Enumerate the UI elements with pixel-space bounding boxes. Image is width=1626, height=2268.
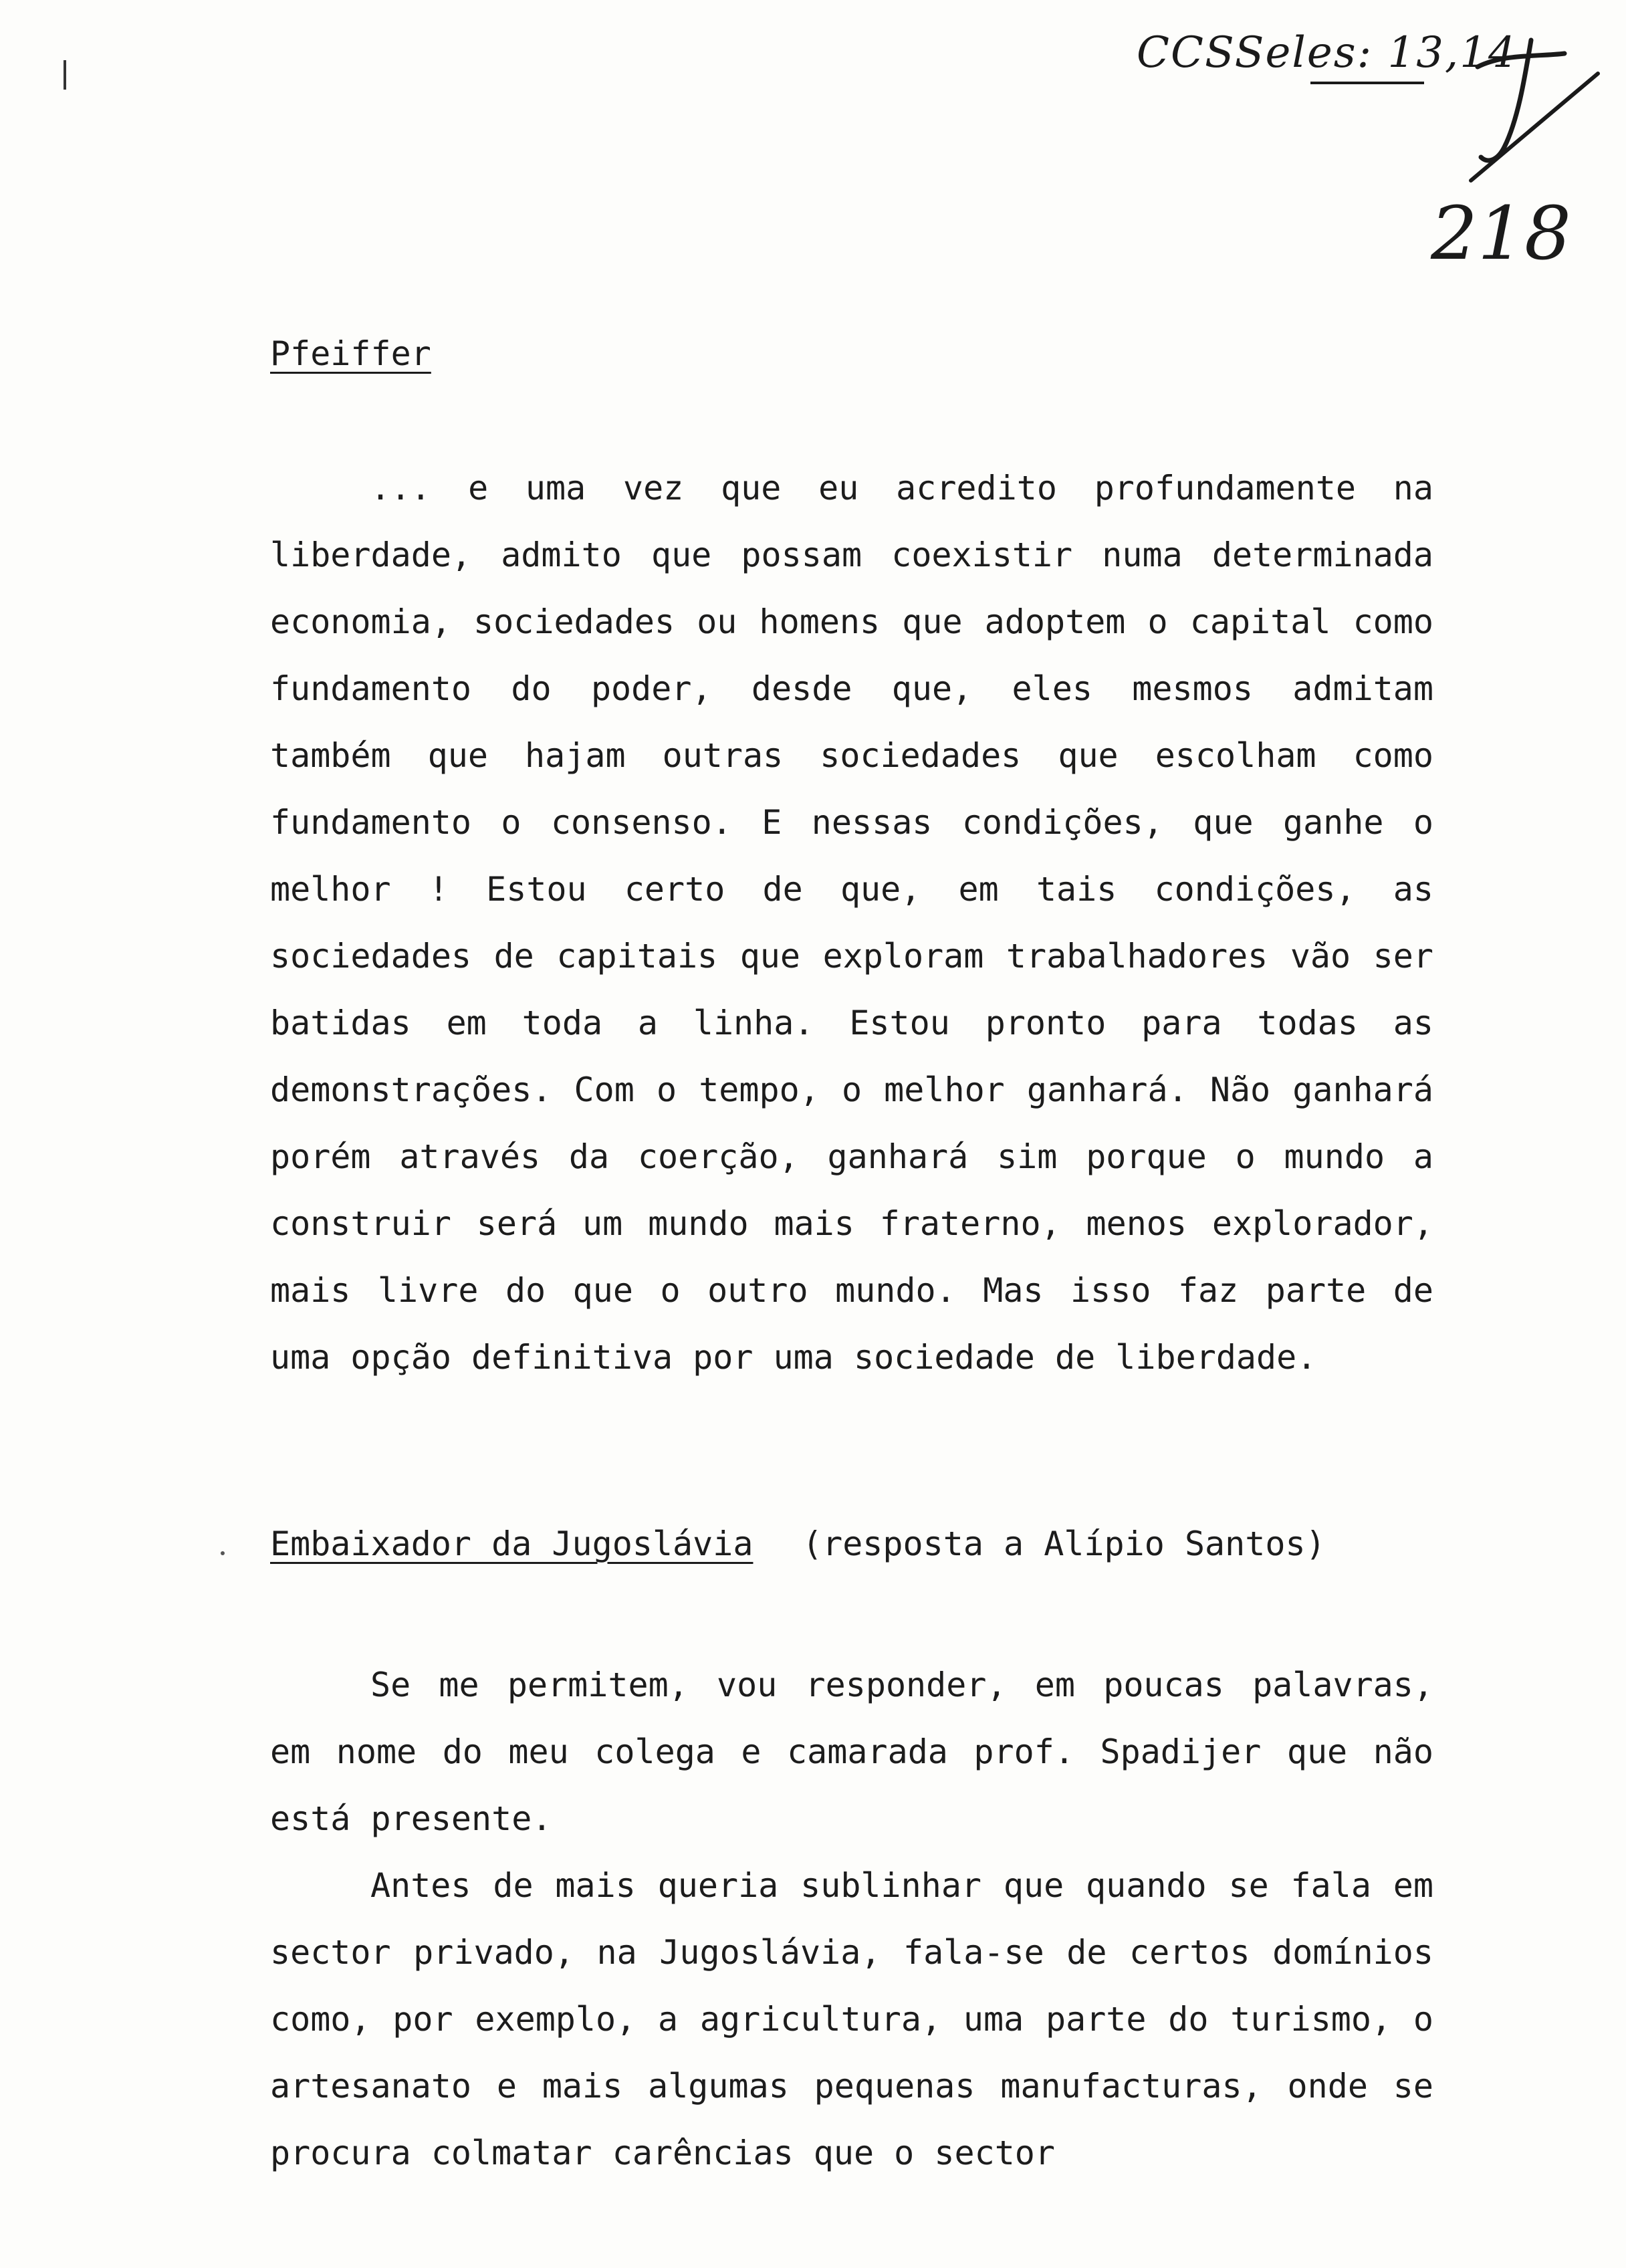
folio-number: 218 [1431,191,1571,276]
ambassador-paragraph-1: Se me permitem, vou responder, em poucas palavras, em nome do meu colega e camarada prof. Spadijer que não está presente. [270,1666,1433,1838]
archive-reference-label: CCSSeles: [1137,28,1373,78]
speaker-name-ambassador: Embaixador da Jugoslávia [270,1524,753,1563]
archive-reference-underline [1310,82,1424,84]
pfeiffer-paragraph: ... e uma vez que eu acredito profundamente na liberdade, admito que possam coexistir numa determinada economia, sociedades ou homens que adoptem o capital como fundamento do poder, desde que, eles mesmos admitam também que hajam outras sociedades que escolham como fundamento o consenso. E nessas condições, que ganhe o melhor ! Estou certo de que, em tais condições, as sociedades de capitais que exploram trabalhadores vão ser batidas em toda a linha. Estou pronto para todas as demonstrações. Com o tempo, o melhor ganhará. Não ganhará porém através da coerção, ganhará sim porque o mundo a construir será um mundo mais fraterno, menos explorador, mais livre do que o outro mundo. Mas isso faz parte de uma opção definitiva por uma sociedade de liberdade. [270,469,1433,1377]
archive-reference-number: 13,14 [1387,28,1517,78]
speaker-name-pfeiffer: Pfeiffer [270,334,431,373]
speaker-context: (resposta a Alípio Santos) [802,1524,1326,1563]
margin-tick-mark [64,60,66,90]
ambassador-paragraph-2: Antes de mais queria sublinhar que quando se fala em sector privado, na Jugoslávia, fala-se de certos domínios como, por exemplo, a agricultura, uma parte do turismo, o artesanato e mais algumas pequenas manufacturas, onde se procura colmatar carências que o sector [270,1866,1433,2172]
handwritten-check-mark [1451,27,1611,187]
margin-dot [221,1551,225,1555]
